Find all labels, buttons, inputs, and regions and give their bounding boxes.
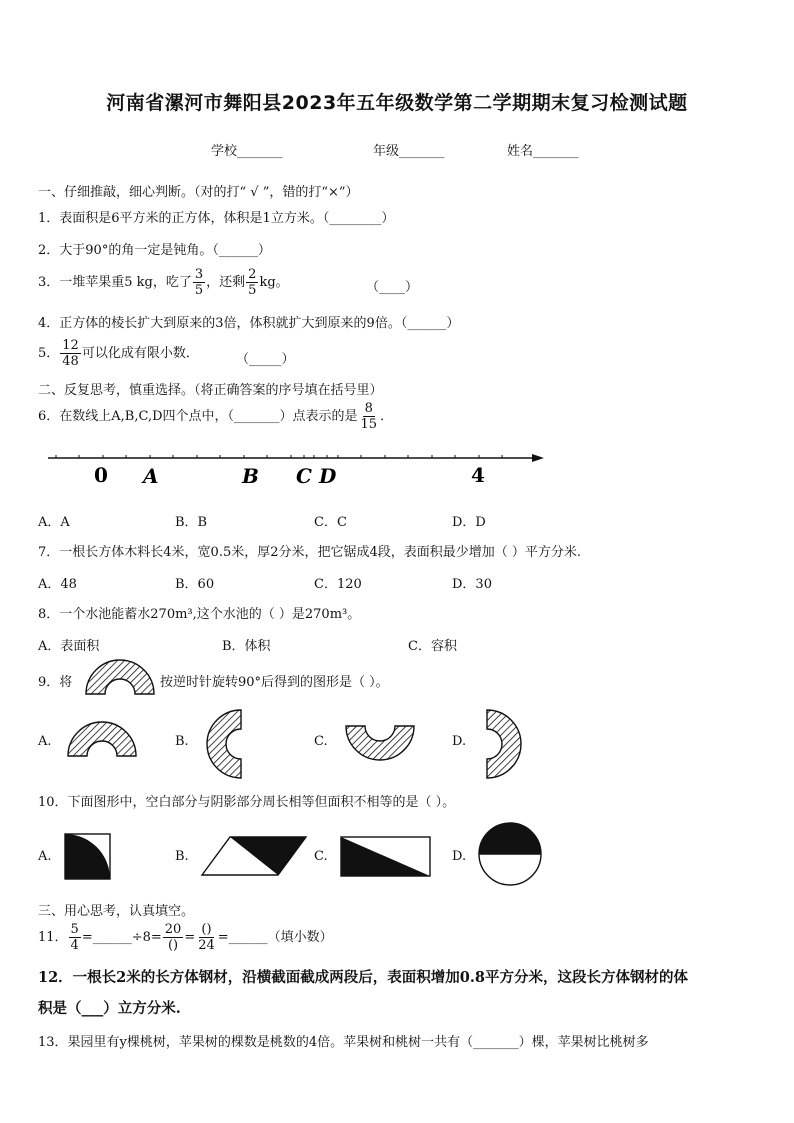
q6-fraction <box>359 401 380 432</box>
q7-option-a[interactable]: A．48 <box>38 577 77 592</box>
q3-blank[interactable]: （____） <box>366 280 419 295</box>
q3-f1-den: 5 <box>194 283 204 298</box>
q9-option-b-arch-left[interactable] <box>205 708 243 780</box>
q6-option-b[interactable]: B．B <box>175 515 208 530</box>
q5-text: 可以化成有限小数． <box>81 346 199 361</box>
question-7: 7．一根长方体木料长4米，宽0.5米，厚2分米，把它锯成4段，表面积最少增加（ ）平方分米. <box>38 545 582 560</box>
question-6 <box>38 401 393 432</box>
q11-fraction-1 <box>69 922 81 953</box>
q6-end: ． <box>380 409 394 424</box>
section-3-heading: 三、用心思考，认真填空。 <box>38 904 195 919</box>
q7-option-c[interactable]: C．120 <box>314 577 362 592</box>
q7-option-d[interactable]: D．30 <box>452 577 492 592</box>
q8-option-a[interactable]: A．表面积 <box>38 639 100 654</box>
q10-option-d-circle[interactable] <box>476 822 544 888</box>
q10-option-c[interactable]: C. <box>314 849 328 864</box>
q11-t1: =______÷8= <box>81 930 162 945</box>
q9-option-a[interactable]: A. <box>38 734 52 749</box>
q6-option-d[interactable]: D．D <box>452 515 486 530</box>
q6-option-a[interactable]: A．A <box>38 515 70 530</box>
q3-fraction-1 <box>193 267 205 298</box>
q9-option-b[interactable]: B. <box>175 734 189 749</box>
q11-f1-den: 4 <box>70 938 79 953</box>
q11-t2: = <box>184 930 196 945</box>
q5-num: 12 <box>62 338 79 353</box>
numberline-label-a: A <box>143 464 159 488</box>
q6-den: 15 <box>360 417 378 432</box>
question-8: 8．一个水池能蓄水270m³,这个水池的（ ）是270m³。 <box>38 607 361 622</box>
q11-t3: =______（填小数） <box>217 930 333 945</box>
numberline-label-4: 4 <box>471 463 485 487</box>
question-10: 10．下面图形中，空白部分与阴影部分周长相等但面积不相等的是（ ）。 <box>38 795 456 810</box>
name-field[interactable]: 姓名_______ <box>507 144 579 159</box>
q10-option-d[interactable]: D. <box>452 849 467 864</box>
q9-option-c-arch-down[interactable] <box>344 724 416 762</box>
q6-text: 6．在数线上A,B,C,D四个点中，（_______）点表示的是 <box>38 409 358 424</box>
q8-option-b[interactable]: B．体积 <box>222 639 271 654</box>
q3-f2-num: 2 <box>248 267 257 282</box>
q11-f1-num: 5 <box>70 922 79 937</box>
q5-den: 48 <box>62 354 79 369</box>
q3-f1-num: 3 <box>194 267 204 282</box>
question-3 <box>38 267 289 298</box>
question-2: 2．大于90°的角一定是钝角。（______） <box>38 243 271 258</box>
q3-mid: ，还剩 <box>206 275 246 290</box>
q5-fraction <box>60 338 81 369</box>
q9-source-arch-shape <box>84 658 156 696</box>
q10-option-b[interactable]: B. <box>175 849 189 864</box>
q5-prefix: 5． <box>38 346 60 361</box>
question-11 <box>38 922 333 953</box>
question-1: 1．表面积是6平方米的正方体，体积是1立方米。（________） <box>38 211 395 226</box>
numberline-label-0: 0 <box>94 463 108 487</box>
numberline-label-b: B <box>242 464 259 488</box>
q11-fraction-3 <box>196 922 217 953</box>
number-line <box>0 440 794 500</box>
q9-prefix: 9．将 <box>38 675 73 690</box>
numberline-label-d: D <box>319 464 337 488</box>
q9-option-c[interactable]: C. <box>314 734 328 749</box>
question-12-line-2: 积是（___）立方分米. <box>38 1000 181 1017</box>
q5-blank[interactable]: （_____） <box>236 352 295 367</box>
q10-option-b-parallelogram[interactable] <box>200 835 308 877</box>
q8-option-c[interactable]: C．容积 <box>408 639 457 654</box>
q11-f3-den: 24 <box>198 938 215 953</box>
q6-num: 8 <box>364 401 373 416</box>
q11-fraction-2 <box>163 922 184 953</box>
q3-fraction-2 <box>246 267 258 298</box>
q11-f3-num: () <box>201 922 212 937</box>
q9-option-d-arch-right[interactable] <box>485 708 523 780</box>
q11-prefix: 11． <box>38 930 68 945</box>
question-4: 4．正方体的棱长扩大到原来的3倍，体积就扩大到原来的9倍。（______） <box>38 316 460 331</box>
q9-suffix: 按逆时针旋转90°后得到的图形是（ ）。 <box>160 675 389 690</box>
q11-f2-num: 20 <box>164 922 182 937</box>
school-field[interactable]: 学校_______ <box>211 144 283 159</box>
q3-suffix: kg。 <box>259 275 289 290</box>
q10-option-c-rectangle[interactable] <box>340 836 432 878</box>
q3-f2-den: 5 <box>248 283 257 298</box>
q7-option-b[interactable]: B．60 <box>175 577 215 592</box>
question-13: 13．果园里有y棵桃树，苹果树的棵数是桃数的4倍。苹果树和桃树一共有（_______）棵，苹果树比桃树多 <box>38 1035 649 1050</box>
q6-option-c[interactable]: C．C <box>314 515 347 530</box>
grade-field[interactable]: 年级_______ <box>373 144 445 159</box>
section-2-heading: 二、反复思考，慎重选择。（将正确答案的序号填在括号里） <box>38 383 383 398</box>
page-title: 河南省漯河市舞阳县2023年五年级数学第二学期期末复习检测试题 <box>106 92 688 114</box>
q9-option-a-arch-up[interactable] <box>66 720 138 758</box>
q10-option-a[interactable]: A. <box>38 849 52 864</box>
question-5 <box>38 338 199 369</box>
q10-option-a-quarter-circle-square[interactable] <box>64 833 112 881</box>
section-1-heading: 一、仔细推敲，细心判断。（对的打“ √ ”，错的打“×”） <box>38 185 359 200</box>
numberline-label-c: C <box>296 464 312 488</box>
q3-prefix: 3．一堆苹果重5 kg，吃了 <box>38 275 192 290</box>
q9-option-d[interactable]: D. <box>452 734 467 749</box>
q11-f2-den: () <box>167 938 179 953</box>
question-12-line-1: 12．一根长2米的长方体钢材，沿横截面截成两段后，表面积增加0.8平方分米，这段长方体钢材的体 <box>38 969 688 986</box>
